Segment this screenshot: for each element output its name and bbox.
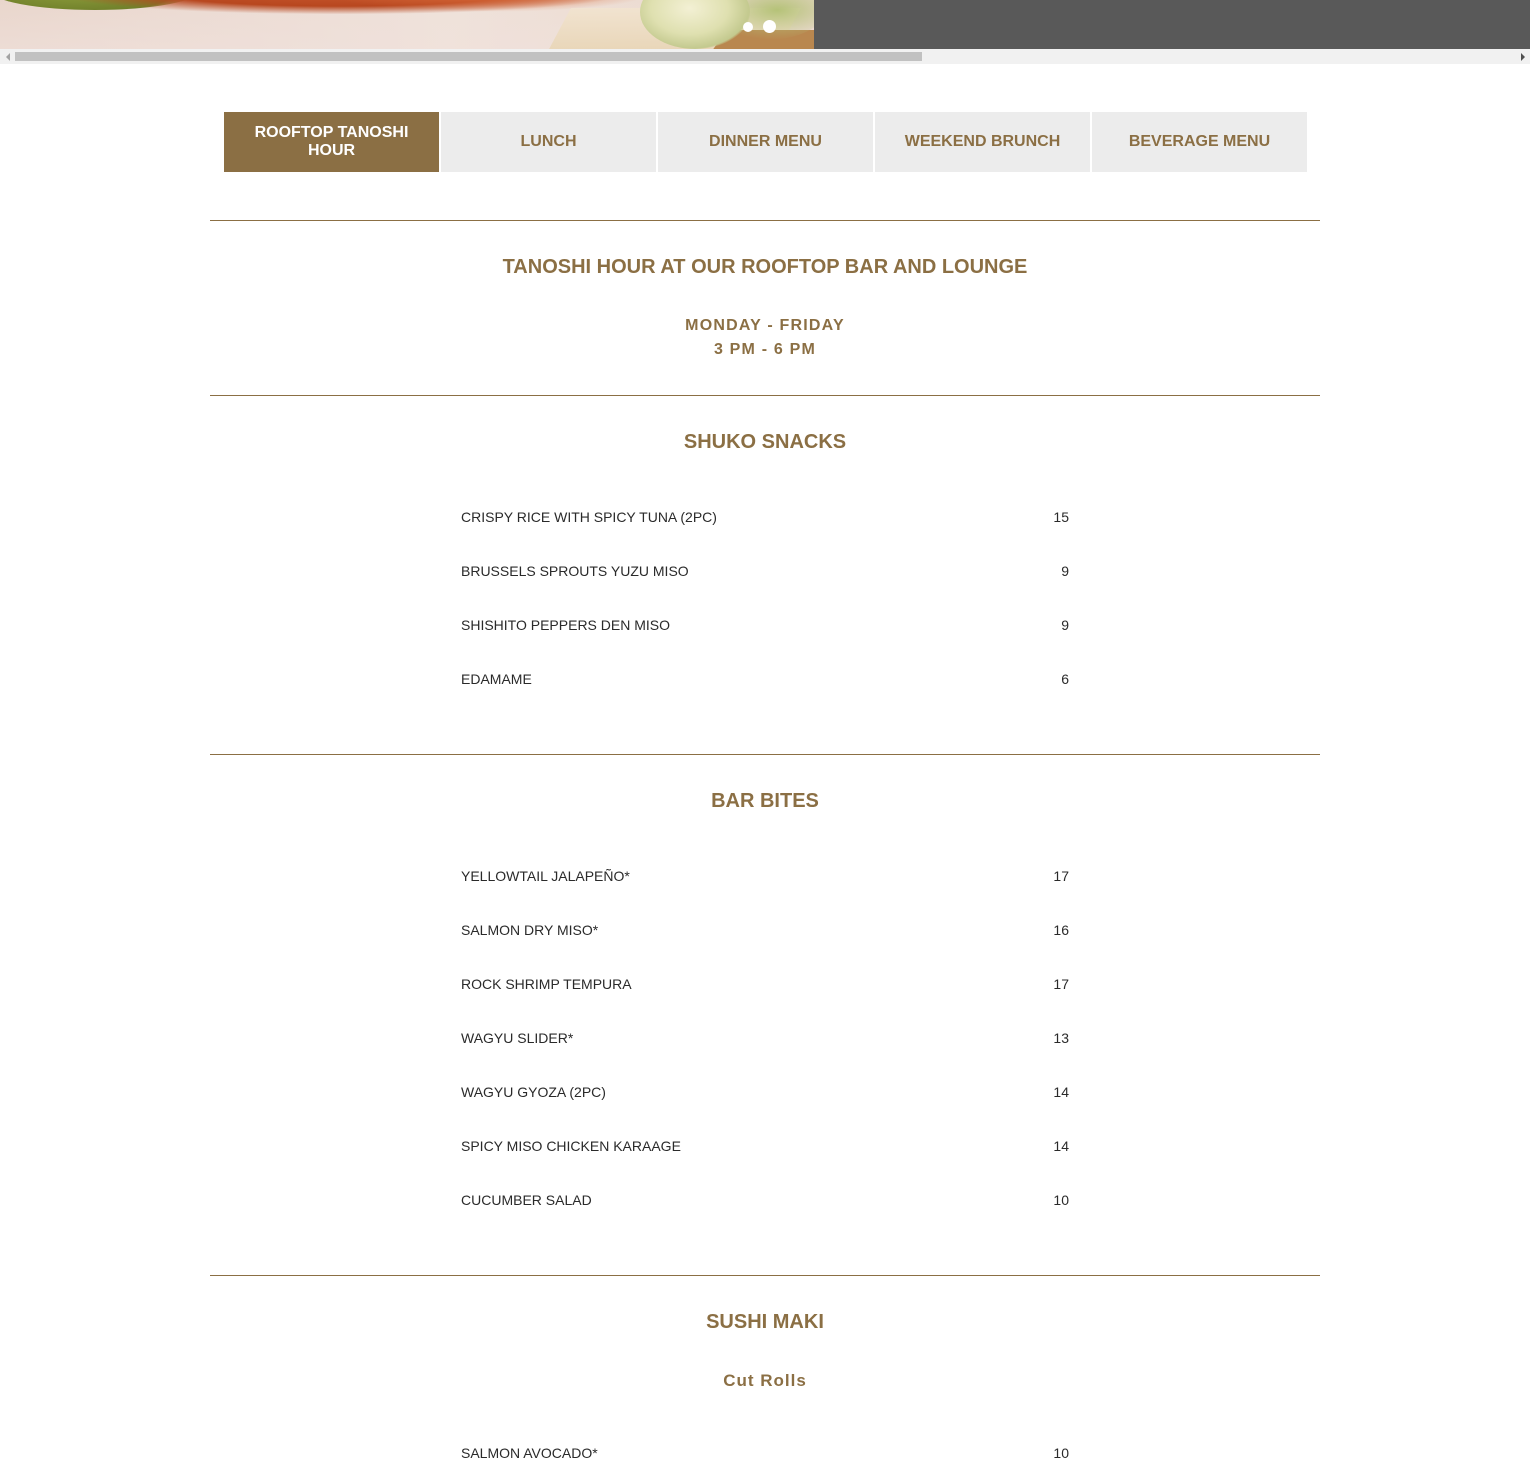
menu-item bbox=[461, 1082, 1069, 1102]
subsection-title: Cut Rolls bbox=[723, 1371, 807, 1390]
divider bbox=[210, 395, 1320, 396]
hero-food-image bbox=[0, 0, 814, 49]
hours-time: 3 PM - 6 PM bbox=[713, 341, 817, 358]
menu-item bbox=[461, 615, 1069, 635]
scroll-left-button[interactable] bbox=[0, 49, 15, 64]
menu-item-price: 14 bbox=[1053, 1138, 1069, 1154]
menu-item-price: 9 bbox=[1061, 617, 1069, 633]
menu-item bbox=[461, 1136, 1069, 1156]
page-title: TANOSHI HOUR AT OUR ROOFTOP BAR AND LOUNGE bbox=[502, 256, 1028, 278]
menu-tabs bbox=[224, 112, 1307, 172]
menu-item bbox=[461, 507, 1069, 527]
menu-item-name: EDAMAME bbox=[461, 671, 532, 687]
menu-item bbox=[461, 669, 1069, 689]
menu-item-name: CUCUMBER SALAD bbox=[461, 1192, 592, 1208]
menu-item-name: ROCK SHRIMP TEMPURA bbox=[461, 976, 632, 992]
tab-weekend-brunch[interactable]: WEEKEND BRUNCH bbox=[875, 112, 1090, 172]
scroll-right-button[interactable] bbox=[1515, 49, 1530, 64]
menu-item-name: BRUSSELS SPROUTS YUZU MISO bbox=[461, 563, 689, 579]
menu-item bbox=[461, 974, 1069, 994]
divider bbox=[210, 1275, 1320, 1276]
section-title: SUSHI MAKI bbox=[706, 1311, 824, 1333]
tab-dinner-menu[interactable]: DINNER MENU bbox=[658, 112, 873, 172]
menu-item bbox=[461, 866, 1069, 886]
hero-carousel bbox=[0, 0, 1530, 49]
menu-item-price: 9 bbox=[1061, 563, 1069, 579]
menu-item-price: 17 bbox=[1053, 868, 1069, 884]
tab-beverage-menu[interactable]: BEVERAGE MENU bbox=[1092, 112, 1307, 172]
menu-item-name: WAGYU GYOZA (2PC) bbox=[461, 1084, 606, 1100]
triangle-right-icon bbox=[1521, 53, 1525, 61]
menu-item-name: SHISHITO PEPPERS DEN MISO bbox=[461, 617, 671, 633]
menu-item bbox=[461, 1028, 1069, 1048]
menu-item-name: CRISPY RICE WITH SPICY TUNA (2PC) bbox=[461, 509, 717, 525]
menu-item-name: SALMON AVOCADO* bbox=[461, 1445, 598, 1461]
menu-item bbox=[461, 561, 1069, 581]
horizontal-scrollbar[interactable] bbox=[0, 49, 1530, 64]
menu-item-price: 15 bbox=[1053, 509, 1069, 525]
menu-item bbox=[461, 1190, 1069, 1210]
menu-item-name: WAGYU SLIDER* bbox=[461, 1030, 574, 1046]
hero-dark-panel bbox=[814, 0, 1530, 49]
menu-item-name: YELLOWTAIL JALAPEÑO* bbox=[461, 868, 630, 884]
divider bbox=[210, 754, 1320, 755]
carousel-dots bbox=[743, 20, 776, 33]
tab-rooftop-tanoshi-hour[interactable]: ROOFTOP TANOSHI HOUR bbox=[224, 112, 439, 172]
menu-item-price: 14 bbox=[1053, 1084, 1069, 1100]
section-title: SHUKO SNACKS bbox=[683, 431, 847, 453]
tab-lunch[interactable]: LUNCH bbox=[441, 112, 656, 172]
carousel-dot-1[interactable] bbox=[743, 22, 753, 32]
divider bbox=[210, 220, 1320, 221]
menu-item-name: SPICY MISO CHICKEN KARAAGE bbox=[461, 1138, 681, 1154]
triangle-left-icon bbox=[6, 53, 10, 61]
menu-item-price: 13 bbox=[1053, 1030, 1069, 1046]
menu-item-name: SALMON DRY MISO* bbox=[461, 922, 599, 938]
menu-item bbox=[461, 1443, 1069, 1463]
menu-item-price: 6 bbox=[1061, 671, 1069, 687]
hours-days: MONDAY - FRIDAY bbox=[685, 317, 845, 334]
menu-item-price: 17 bbox=[1053, 976, 1069, 992]
carousel-dot-2[interactable] bbox=[763, 20, 776, 33]
menu-item-price: 10 bbox=[1053, 1445, 1069, 1461]
menu-item-price: 10 bbox=[1053, 1192, 1069, 1208]
scrollbar-thumb[interactable] bbox=[15, 52, 922, 61]
section-title: BAR BITES bbox=[711, 790, 819, 812]
menu-item-price: 16 bbox=[1053, 922, 1069, 938]
menu-item bbox=[461, 920, 1069, 940]
